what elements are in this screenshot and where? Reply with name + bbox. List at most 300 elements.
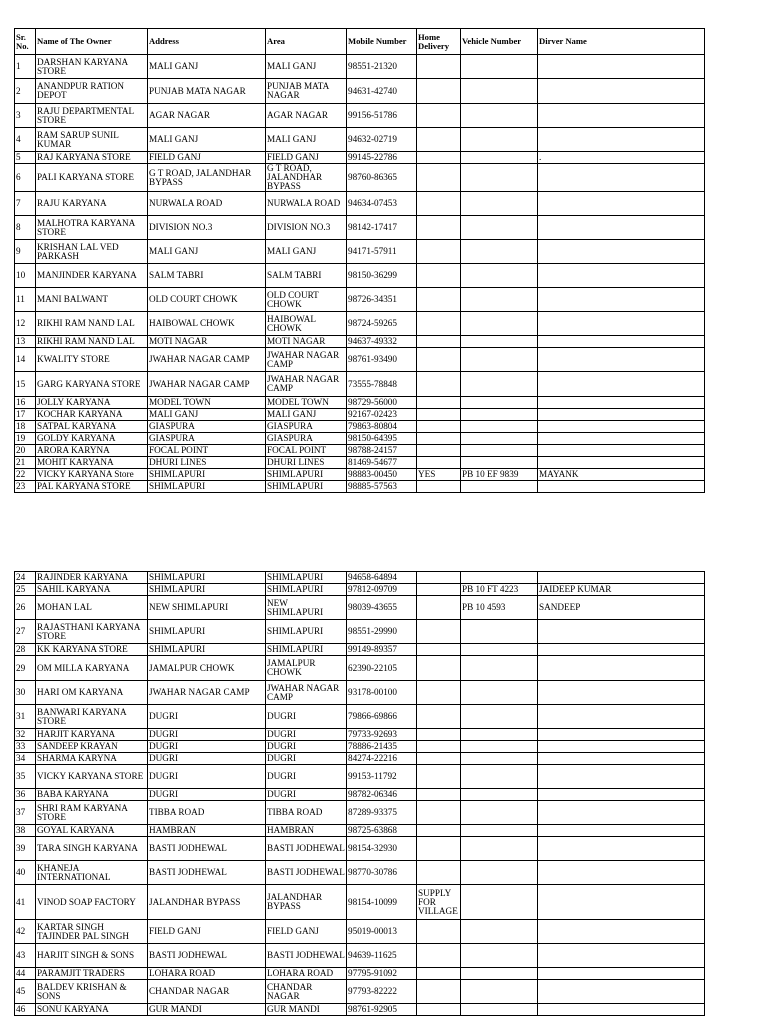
address-cell: SHIMLAPURI [148,481,266,493]
mobile-number-cell: 81469-54677 [347,457,417,469]
vehicle-number-cell [461,789,538,801]
vehicle-number-cell [461,620,538,644]
area-cell: G T ROAD, JALANDHAR BYPASS [266,164,347,192]
sr-no-cell: 24 [15,572,36,584]
area-cell: OLD COURT CHOWK [266,288,347,312]
mobile-number-cell: 98760-86365 [347,164,417,192]
table-row [15,753,705,765]
address-cell: LOHARA ROAD [148,968,266,980]
table-row [15,825,705,837]
sr-no-cell: 46 [15,1004,36,1016]
mobile-number-cell: 98154-10099 [347,885,417,920]
driver-name-cell [538,920,705,944]
table-row [15,584,705,596]
table-row [15,801,705,825]
address-cell: SHIMLAPURI [148,620,266,644]
mobile-number-cell: 94634-07453 [347,192,417,216]
home-delivery-cell [417,980,461,1004]
home-delivery-cell [417,433,461,445]
area-cell: FIELD GANJ [266,920,347,944]
mobile-number-cell: 98885-57563 [347,481,417,493]
sr-no-cell: 40 [15,861,36,885]
driver-name-cell: SANDEEP [538,596,705,620]
sr-no-cell: 4 [15,128,36,152]
driver-name-cell [538,620,705,644]
address-cell: MOTI NAGAR [148,336,266,348]
address-cell: AGAR NAGAR [148,104,266,128]
area-cell: MALI GANJ [266,240,347,264]
owner-name-cell: BALDEV KRISHAN & SONS [36,980,148,1004]
vehicle-number-cell [461,79,538,104]
mobile-number-cell: 93178-00100 [347,681,417,705]
area-cell: FOCAL POINT [266,445,347,457]
vehicle-number-cell [461,336,538,348]
address-cell: DUGRI [148,753,266,765]
table-row [15,741,705,753]
driver-name-cell [538,288,705,312]
driver-name-cell [538,216,705,240]
home-delivery-cell [417,825,461,837]
header-vehicle-number: Vehicle Number [461,29,538,55]
home-delivery-cell [417,681,461,705]
driver-name-cell [538,968,705,980]
home-delivery-cell [417,348,461,372]
vehicle-number-cell [461,825,538,837]
driver-name-cell [538,79,705,104]
address-cell: DIVISION NO.3 [148,216,266,240]
sr-no-cell: 25 [15,584,36,596]
sr-no-cell: 14 [15,348,36,372]
mobile-number-cell: 98551-29990 [347,620,417,644]
address-cell: BASTI JODHEWAL [148,837,266,861]
table-row [15,433,705,445]
mobile-number-cell: 94639-11625 [347,944,417,968]
owner-name-cell: SHARMA KARYNA [36,753,148,765]
driver-name-cell [538,421,705,433]
sr-no-cell: 17 [15,409,36,421]
address-cell: JWAHAR NAGAR CAMP [148,372,266,397]
address-cell: MALI GANJ [148,55,266,79]
area-cell: SHIMLAPURI [266,572,347,584]
driver-name-cell [538,944,705,968]
owner-name-cell: HARJIT SINGH & SONS [36,944,148,968]
sr-no-cell: 31 [15,705,36,729]
home-delivery-cell [417,457,461,469]
area-cell: MOTI NAGAR [266,336,347,348]
owner-name-cell: SONU KARYANA [36,1004,148,1016]
home-delivery-cell [417,152,461,164]
vehicle-number-cell [461,457,538,469]
sr-no-cell: 32 [15,729,36,741]
home-delivery-cell [417,421,461,433]
address-cell: MODEL TOWN [148,397,266,409]
owner-name-cell: RAJU KARYANA [36,192,148,216]
sr-no-cell: 12 [15,312,36,336]
mobile-number-cell: 98770-30786 [347,861,417,885]
area-cell: DUGRI [266,765,347,789]
area-cell: SHIMLAPURI [266,481,347,493]
vehicle-number-cell [461,656,538,681]
mobile-number-cell: 94171-57911 [347,240,417,264]
table-row [15,457,705,469]
home-delivery-cell [417,409,461,421]
address-cell: DUGRI [148,705,266,729]
area-cell: SHIMLAPURI [266,469,347,481]
area-cell: BASTI JODHEWAL [266,861,347,885]
mobile-number-cell: 73555-78848 [347,372,417,397]
owner-name-cell: RIKHI RAM NAND LAL [36,336,148,348]
driver-name-cell: MAYANK [538,469,705,481]
mobile-number-cell: 98761-92905 [347,1004,417,1016]
home-delivery-cell [417,1004,461,1016]
owner-name-cell: DARSHAN KARYANA STORE [36,55,148,79]
owner-name-cell: KARTAR SINGH TAJINDER PAL SINGH [36,920,148,944]
mobile-number-cell: 94637-49332 [347,336,417,348]
area-cell: HAIBOWAL CHOWK [266,312,347,336]
area-cell: DUGRI [266,753,347,765]
area-cell: MALI GANJ [266,128,347,152]
sr-no-cell: 26 [15,596,36,620]
table-row [15,79,705,104]
mobile-number-cell: 98761-93490 [347,348,417,372]
area-cell: DUGRI [266,705,347,729]
sr-no-cell: 43 [15,944,36,968]
area-cell: BASTI JODHEWAL [266,837,347,861]
area-cell: DUGRI [266,741,347,753]
area-cell: MODEL TOWN [266,397,347,409]
table-row [15,968,705,980]
driver-name-cell [538,837,705,861]
address-cell: FIELD GANJ [148,152,266,164]
vehicle-number-cell [461,264,538,288]
address-cell: JALANDHAR BYPASS [148,885,266,920]
mobile-number-cell: 92167-02423 [347,409,417,421]
area-cell: DHURI LINES [266,457,347,469]
area-cell: MALI GANJ [266,55,347,79]
table-row [15,164,705,192]
header-owner-name: Name of The Owner [36,29,148,55]
home-delivery-cell [417,79,461,104]
home-delivery-cell [417,192,461,216]
home-delivery-cell: SUPPLY FOR VILLAGE [417,885,461,920]
area-cell: SHIMLAPURI [266,584,347,596]
area-cell: JAMALPUR CHOWK [266,656,347,681]
address-cell: DUGRI [148,741,266,753]
vehicle-number-cell [461,409,538,421]
sr-no-cell: 20 [15,445,36,457]
home-delivery-cell [417,336,461,348]
vehicle-number-cell [461,240,538,264]
area-cell: AGAR NAGAR [266,104,347,128]
sr-no-cell: 38 [15,825,36,837]
address-cell: MALI GANJ [148,240,266,264]
home-delivery-cell [417,729,461,741]
table-row [15,240,705,264]
sr-no-cell: 6 [15,164,36,192]
driver-name-cell [538,104,705,128]
header-row [15,29,705,55]
table-row [15,445,705,457]
sr-no-cell: 21 [15,457,36,469]
sr-no-cell: 23 [15,481,36,493]
sr-no-cell: 11 [15,288,36,312]
mobile-number-cell: 98883-00450 [347,469,417,481]
table-row [15,104,705,128]
driver-name-cell: JAIDEEP KUMAR [538,584,705,596]
owner-name-cell: VINOD SOAP FACTORY [36,885,148,920]
mobile-number-cell: 98551-21320 [347,55,417,79]
home-delivery-cell [417,104,461,128]
sr-no-cell: 33 [15,741,36,753]
table-row [15,620,705,644]
driver-name-cell [538,445,705,457]
table-row [15,837,705,861]
area-cell: JWAHAR NAGAR CAMP [266,681,347,705]
vehicle-number-cell [461,288,538,312]
vehicle-number-cell [461,55,538,79]
vehicle-number-cell [461,885,538,920]
mobile-number-cell: 98039-43655 [347,596,417,620]
table-row [15,1004,705,1016]
driver-name-cell [538,572,705,584]
mobile-number-cell: 97795-91092 [347,968,417,980]
home-delivery-cell [417,920,461,944]
address-cell: HAIBOWAL CHOWK [148,312,266,336]
sr-no-cell: 39 [15,837,36,861]
driver-name-cell [538,741,705,753]
home-delivery-cell [417,620,461,644]
table-row [15,264,705,288]
driver-name-cell [538,705,705,729]
table-row [15,397,705,409]
mobile-number-cell: 98788-24157 [347,445,417,457]
header-mobile-number: Mobile Number [347,29,417,55]
header-address: Address [148,29,266,55]
owner-name-cell: SAHIL KARYANA [36,584,148,596]
vehicle-number-cell [461,445,538,457]
driver-name-cell [538,433,705,445]
driver-name-cell [538,264,705,288]
sr-no-cell: 3 [15,104,36,128]
driver-name-cell [538,336,705,348]
sr-no-cell: 7 [15,192,36,216]
address-cell: DUGRI [148,729,266,741]
owner-name-cell: ARORA KARYNA [36,445,148,457]
mobile-number-cell: 98726-34351 [347,288,417,312]
sr-no-cell: 44 [15,968,36,980]
mobile-number-cell: 94658-64894 [347,572,417,584]
owner-name-cell: ANANDPUR RATION DEPOT [36,79,148,104]
table-row [15,656,705,681]
mobile-number-cell: 97812-09709 [347,584,417,596]
home-delivery-cell [417,789,461,801]
area-cell: MALI GANJ [266,409,347,421]
home-delivery-cell [417,837,461,861]
owner-name-cell: RAJU DEPARTMENTAL STORE [36,104,148,128]
area-cell: GIASPURA [266,421,347,433]
home-delivery-cell [417,644,461,656]
sr-no-cell: 5 [15,152,36,164]
owner-name-cell: KK KARYANA STORE [36,644,148,656]
sr-no-cell: 45 [15,980,36,1004]
owner-name-cell: PARAMJIT TRADERS [36,968,148,980]
area-cell: SHIMLAPURI [266,644,347,656]
driver-name-cell [538,192,705,216]
sr-no-cell: 1 [15,55,36,79]
vehicle-number-cell [461,765,538,789]
vehicle-number-cell: PB 10 FT 4223 [461,584,538,596]
address-cell: DUGRI [148,765,266,789]
home-delivery-cell [417,55,461,79]
home-delivery-cell [417,397,461,409]
address-cell: DHURI LINES [148,457,266,469]
driver-name-cell [538,128,705,152]
driver-name-cell [538,409,705,421]
home-delivery-cell [417,753,461,765]
sr-no-cell: 8 [15,216,36,240]
owner-name-cell: SANDEEP KRAYAN [36,741,148,753]
vehicle-number-cell [461,433,538,445]
vehicle-number-cell [461,348,538,372]
table-row [15,861,705,885]
owner-name-cell: RAM SARUP SUNIL KUMAR [36,128,148,152]
table-row [15,288,705,312]
mobile-number-cell: 94631-42740 [347,79,417,104]
mobile-number-cell: 95019-00013 [347,920,417,944]
driver-name-cell [538,348,705,372]
owner-name-cell: RAJ KARYANA STORE [36,152,148,164]
owner-name-cell: HARJIT KARYANA [36,729,148,741]
owner-name-cell: GARG KARYANA STORE [36,372,148,397]
driver-name-cell [538,55,705,79]
area-cell: HAMBRAN [266,825,347,837]
address-cell: GIASPURA [148,421,266,433]
table-row [15,944,705,968]
vehicle-number-cell [461,753,538,765]
driver-name-cell [538,885,705,920]
table-row [15,192,705,216]
mobile-number-cell: 98150-36299 [347,264,417,288]
home-delivery-cell [417,741,461,753]
owner-name-cell: RAJINDER KARYANA [36,572,148,584]
vehicle-number-cell [461,729,538,741]
area-cell: NURWALA ROAD [266,192,347,216]
table-row [15,336,705,348]
table-row [15,216,705,240]
mobile-number-cell: 98154-32930 [347,837,417,861]
home-delivery-cell [417,705,461,729]
driver-name-cell [538,644,705,656]
table-row [15,481,705,493]
table-row [15,152,705,164]
area-cell: JALANDHAR BYPASS [266,885,347,920]
driver-name-cell [538,789,705,801]
owner-name-cell: MANJINDER KARYANA [36,264,148,288]
home-delivery-cell [417,765,461,789]
vehicle-number-cell [461,216,538,240]
driver-name-cell [538,1004,705,1016]
sr-no-cell: 18 [15,421,36,433]
mobile-number-cell: 87289-93375 [347,801,417,825]
sr-no-cell: 29 [15,656,36,681]
vehicle-number-cell [461,192,538,216]
table-row [15,885,705,920]
address-cell: PUNJAB MATA NAGAR [148,79,266,104]
address-cell: SHIMLAPURI [148,584,266,596]
address-cell: NURWALA ROAD [148,192,266,216]
sr-no-cell: 19 [15,433,36,445]
table-row [15,128,705,152]
owner-name-cell: KHANEJA INTERNATIONAL [36,861,148,885]
vehicle-number-cell [461,1004,538,1016]
mobile-number-cell: 94632-02719 [347,128,417,152]
sr-no-cell: 27 [15,620,36,644]
home-delivery-cell [417,968,461,980]
sr-no-cell: 36 [15,789,36,801]
vehicle-number-cell [461,104,538,128]
mobile-number-cell: 99149-89357 [347,644,417,656]
address-cell: SHIMLAPURI [148,572,266,584]
vehicle-number-cell [461,312,538,336]
table-row [15,55,705,79]
home-delivery-cell [417,656,461,681]
home-delivery-cell [417,216,461,240]
vehicle-number-cell [461,705,538,729]
home-delivery-cell [417,861,461,885]
driver-name-cell [538,397,705,409]
mobile-number-cell: 84274-22216 [347,753,417,765]
mobile-number-cell: 99156-51786 [347,104,417,128]
driver-name-cell [538,481,705,493]
address-cell: BASTI JODHEWAL [148,944,266,968]
mobile-number-cell: 98725-63868 [347,825,417,837]
area-cell: CHANDAR NAGAR [266,980,347,1004]
area-cell: JWAHAR NAGAR CAMP [266,372,347,397]
address-cell: FIELD GANJ [148,920,266,944]
owner-name-cell: MALHOTRA KARYANA STORE [36,216,148,240]
owner-name-cell: MOHAN LAL [36,596,148,620]
table-row [15,312,705,336]
driver-name-cell [538,457,705,469]
owner-name-cell: SATPAL KARYANA [36,421,148,433]
mobile-number-cell: 97793-82222 [347,980,417,1004]
table-row [15,372,705,397]
header-driver-name: Dirver Name [538,29,705,55]
mobile-number-cell: 79733-92693 [347,729,417,741]
mobile-number-cell: 98729-56000 [347,397,417,409]
header-home-delivery: Home Delivery [417,29,461,55]
owner-name-cell: OM MILLA KARYANA [36,656,148,681]
table-row [15,421,705,433]
home-delivery-cell [417,128,461,152]
home-delivery-cell [417,445,461,457]
vehicle-number-cell: PB 10 4593 [461,596,538,620]
header-area: Area [266,29,347,55]
mobile-number-cell: 62390-22105 [347,656,417,681]
home-delivery-cell [417,372,461,397]
vehicle-number-cell [461,968,538,980]
vehicle-number-cell [461,980,538,1004]
owner-name-cell: KWALITY STORE [36,348,148,372]
address-cell: GIASPURA [148,433,266,445]
sr-no-cell: 42 [15,920,36,944]
owner-name-cell: SHRI RAM KARYANA STORE [36,801,148,825]
owner-name-cell: KOCHAR KARYANA [36,409,148,421]
vehicle-number-cell [461,372,538,397]
mobile-number-cell: 98782-06346 [347,789,417,801]
owner-name-cell: VICKY KARYANA Store [36,469,148,481]
vehicle-number-cell [461,681,538,705]
